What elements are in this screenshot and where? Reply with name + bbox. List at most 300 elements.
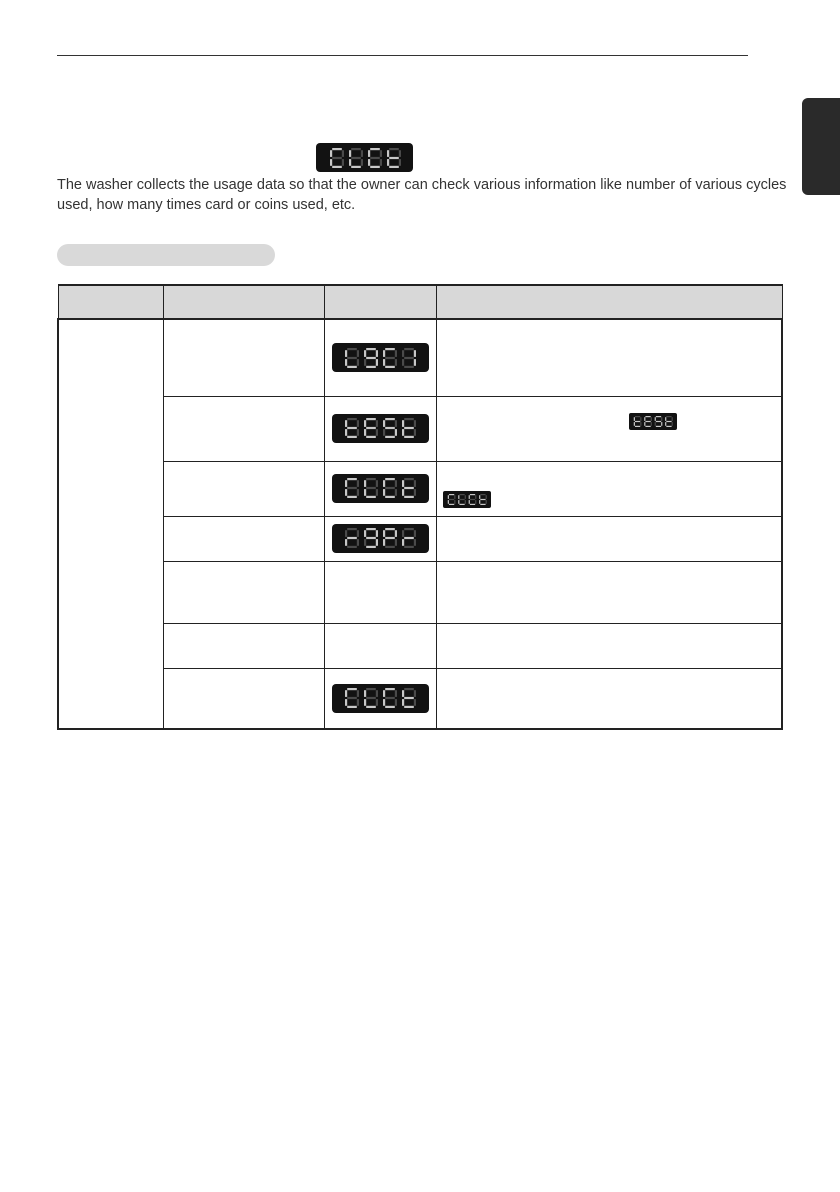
segment-d bbox=[385, 706, 395, 708]
segment-g bbox=[347, 356, 357, 358]
segment-a bbox=[404, 418, 414, 420]
led-digit bbox=[402, 418, 416, 438]
led-display bbox=[332, 343, 429, 372]
segment-f bbox=[402, 480, 404, 487]
segment-a bbox=[385, 348, 395, 350]
led-digit bbox=[330, 148, 344, 168]
segment-d bbox=[404, 546, 414, 548]
segment-d bbox=[448, 504, 453, 505]
led-digit bbox=[402, 478, 416, 498]
segment-c bbox=[640, 422, 641, 426]
segment-f bbox=[634, 417, 635, 421]
segment-f bbox=[387, 150, 389, 157]
header-cell-4 bbox=[436, 285, 782, 319]
segment-d bbox=[385, 546, 395, 548]
segment-b bbox=[395, 480, 397, 487]
segment-c bbox=[341, 159, 343, 166]
led-digit bbox=[383, 418, 397, 438]
display-cell bbox=[324, 461, 436, 516]
segment-c bbox=[672, 422, 673, 426]
segment-e bbox=[402, 359, 404, 366]
led-digit bbox=[368, 148, 382, 168]
segment-d bbox=[347, 365, 357, 367]
led-digit bbox=[364, 688, 378, 708]
segment-d bbox=[389, 165, 399, 167]
header-cell-2 bbox=[163, 285, 324, 319]
led-digit bbox=[349, 148, 363, 168]
led-digit bbox=[644, 416, 652, 427]
header-cell-3 bbox=[324, 285, 436, 319]
category-cell bbox=[58, 319, 163, 729]
table-row bbox=[58, 461, 782, 516]
led-digit bbox=[383, 528, 397, 548]
segment-g bbox=[480, 499, 485, 500]
description-cell bbox=[436, 623, 782, 668]
led-digit bbox=[383, 688, 397, 708]
segment-c bbox=[395, 429, 397, 436]
segment-c bbox=[357, 489, 359, 496]
segment-e bbox=[345, 359, 347, 366]
segment-a bbox=[404, 528, 414, 530]
segment-g bbox=[404, 487, 414, 489]
segment-e bbox=[345, 429, 347, 436]
segment-b bbox=[357, 480, 359, 487]
segment-c bbox=[414, 539, 416, 546]
segment-b bbox=[395, 690, 397, 697]
segment-f bbox=[402, 350, 404, 357]
segment-d bbox=[656, 426, 661, 427]
segment-d bbox=[480, 504, 485, 505]
segment-b bbox=[357, 420, 359, 427]
segment-f bbox=[665, 417, 666, 421]
led-digit bbox=[364, 528, 378, 548]
segment-e bbox=[458, 500, 459, 504]
led-segments bbox=[344, 478, 416, 498]
description-cell bbox=[436, 396, 782, 461]
led-digit bbox=[479, 494, 487, 505]
segment-b bbox=[395, 350, 397, 357]
segment-g bbox=[370, 156, 380, 158]
table-row bbox=[58, 319, 782, 396]
segment-c bbox=[414, 489, 416, 496]
segment-e bbox=[345, 489, 347, 496]
segment-d bbox=[469, 504, 474, 505]
segment-b bbox=[360, 150, 362, 157]
display-cell bbox=[324, 668, 436, 729]
segment-a bbox=[389, 148, 399, 150]
segment-g bbox=[645, 421, 650, 422]
segment-c bbox=[485, 500, 486, 504]
led-digit bbox=[364, 418, 378, 438]
segment-b bbox=[414, 350, 416, 357]
segment-c bbox=[454, 500, 455, 504]
segment-f bbox=[345, 690, 347, 697]
segment-a bbox=[347, 528, 357, 530]
segment-g bbox=[635, 421, 640, 422]
segment-g bbox=[366, 537, 376, 539]
led-segments bbox=[344, 688, 416, 708]
segment-f bbox=[458, 495, 459, 499]
segment-a bbox=[385, 418, 395, 420]
segment-d bbox=[635, 426, 640, 427]
led-digit bbox=[345, 688, 359, 708]
segment-c bbox=[357, 699, 359, 706]
segment-a bbox=[347, 478, 357, 480]
segment-g bbox=[366, 487, 376, 489]
segment-f bbox=[345, 480, 347, 487]
led-display bbox=[332, 414, 429, 443]
segment-g bbox=[459, 499, 464, 500]
segment-e bbox=[402, 539, 404, 546]
segment-f bbox=[349, 150, 351, 157]
segment-c bbox=[395, 699, 397, 706]
inline-led-segments bbox=[633, 416, 673, 427]
segment-b bbox=[341, 150, 343, 157]
language-side-tab bbox=[802, 98, 840, 195]
segment-f bbox=[447, 495, 448, 499]
segment-f bbox=[402, 530, 404, 537]
segment-a bbox=[459, 494, 464, 495]
segment-c bbox=[357, 359, 359, 366]
segment-b bbox=[398, 150, 400, 157]
step-cell bbox=[163, 623, 324, 668]
segment-g bbox=[666, 421, 671, 422]
segment-f bbox=[368, 150, 370, 157]
segment-g bbox=[366, 356, 376, 358]
segment-c bbox=[357, 429, 359, 436]
segment-d bbox=[366, 436, 376, 438]
segment-g bbox=[366, 697, 376, 699]
step-cell bbox=[163, 461, 324, 516]
segment-d bbox=[347, 546, 357, 548]
segment-g bbox=[404, 356, 414, 358]
segment-d bbox=[366, 365, 376, 367]
segment-c bbox=[376, 699, 378, 706]
segment-e bbox=[387, 159, 389, 166]
display-cell bbox=[324, 516, 436, 561]
segment-d bbox=[385, 365, 395, 367]
segment-a bbox=[480, 494, 485, 495]
segment-g bbox=[404, 697, 414, 699]
segment-a bbox=[404, 688, 414, 690]
led-segments bbox=[344, 528, 416, 548]
segment-f bbox=[644, 417, 645, 421]
segment-b bbox=[672, 417, 673, 421]
segment-a bbox=[385, 688, 395, 690]
segment-e bbox=[330, 159, 332, 166]
segment-c bbox=[376, 429, 378, 436]
led-digit bbox=[634, 416, 642, 427]
table-header-row bbox=[58, 285, 782, 319]
led-digit bbox=[447, 494, 455, 505]
inline-led-segments bbox=[447, 494, 487, 505]
segment-d bbox=[347, 706, 357, 708]
segment-b bbox=[376, 420, 378, 427]
segment-a bbox=[347, 348, 357, 350]
segment-g bbox=[347, 487, 357, 489]
segment-e bbox=[364, 489, 366, 496]
segment-a bbox=[404, 478, 414, 480]
segment-b bbox=[454, 495, 455, 499]
segment-f bbox=[330, 150, 332, 157]
segment-b bbox=[357, 530, 359, 537]
segment-f bbox=[345, 350, 347, 357]
led-digit bbox=[468, 494, 476, 505]
segment-g bbox=[385, 537, 395, 539]
led-digit bbox=[665, 416, 673, 427]
segment-a bbox=[366, 478, 376, 480]
table-row bbox=[58, 561, 782, 623]
segment-b bbox=[376, 530, 378, 537]
segment-f bbox=[364, 530, 366, 537]
segment-f bbox=[383, 690, 385, 697]
description-cell bbox=[436, 668, 782, 729]
segment-b bbox=[357, 350, 359, 357]
segment-b bbox=[414, 420, 416, 427]
segment-a bbox=[366, 418, 376, 420]
segment-e bbox=[349, 159, 351, 166]
segment-c bbox=[360, 159, 362, 166]
intro-paragraph: The washer collects the usage data so that the owner can check various information like number of various cycles used, how many times card or coins used, etc. bbox=[57, 177, 787, 213]
led-digit bbox=[387, 148, 401, 168]
led-digit bbox=[364, 478, 378, 498]
segment-g bbox=[366, 427, 376, 429]
step-cell bbox=[163, 516, 324, 561]
led-digit bbox=[402, 688, 416, 708]
segment-c bbox=[464, 500, 465, 504]
table-row bbox=[58, 396, 782, 461]
segment-d bbox=[404, 496, 414, 498]
segment-a bbox=[666, 416, 671, 417]
table-row bbox=[58, 668, 782, 729]
segment-c bbox=[395, 539, 397, 546]
description-cell bbox=[436, 319, 782, 396]
top-rule bbox=[57, 55, 748, 56]
segment-a bbox=[385, 478, 395, 480]
segment-c bbox=[414, 359, 416, 366]
title-led-display bbox=[316, 143, 413, 172]
led-digit bbox=[655, 416, 663, 427]
segment-b bbox=[414, 530, 416, 537]
step-cell bbox=[163, 668, 324, 729]
segment-f bbox=[383, 480, 385, 487]
segment-a bbox=[347, 688, 357, 690]
segment-c bbox=[395, 489, 397, 496]
display-cell bbox=[324, 319, 436, 396]
segment-g bbox=[332, 156, 342, 158]
segment-f bbox=[364, 350, 366, 357]
led-segments bbox=[344, 418, 416, 438]
segment-a bbox=[366, 348, 376, 350]
header-cell-1 bbox=[58, 285, 163, 319]
segment-d bbox=[666, 426, 671, 427]
display-cell bbox=[324, 396, 436, 461]
usage-data-table bbox=[57, 284, 783, 730]
segment-d bbox=[645, 426, 650, 427]
led-digit bbox=[345, 418, 359, 438]
led-digit bbox=[345, 528, 359, 548]
led-display bbox=[332, 524, 429, 553]
segment-f bbox=[468, 495, 469, 499]
segment-e bbox=[345, 699, 347, 706]
segment-c bbox=[398, 159, 400, 166]
segment-d bbox=[347, 436, 357, 438]
segment-c bbox=[395, 359, 397, 366]
segment-g bbox=[389, 156, 399, 158]
segment-g bbox=[347, 697, 357, 699]
segment-d bbox=[404, 365, 414, 367]
segment-f bbox=[655, 417, 656, 421]
segment-d bbox=[459, 504, 464, 505]
segment-d bbox=[366, 496, 376, 498]
inline-led-display bbox=[629, 413, 677, 430]
segment-f bbox=[383, 530, 385, 537]
segment-d bbox=[347, 496, 357, 498]
segment-g bbox=[351, 156, 361, 158]
step-cell bbox=[163, 319, 324, 396]
segment-e bbox=[665, 422, 666, 426]
segment-c bbox=[379, 159, 381, 166]
segment-b bbox=[414, 690, 416, 697]
segment-g bbox=[404, 537, 414, 539]
segment-b bbox=[640, 417, 641, 421]
segment-f bbox=[364, 420, 366, 427]
led-display bbox=[332, 474, 429, 503]
segment-e bbox=[402, 429, 404, 436]
segment-a bbox=[366, 688, 376, 690]
segment-b bbox=[464, 495, 465, 499]
segment-c bbox=[651, 422, 652, 426]
segment-b bbox=[379, 150, 381, 157]
segment-b bbox=[395, 420, 397, 427]
segment-c bbox=[357, 539, 359, 546]
segment-e bbox=[468, 500, 469, 504]
segment-g bbox=[385, 487, 395, 489]
segment-e bbox=[383, 429, 385, 436]
section-heading-pill bbox=[57, 244, 275, 266]
segment-e bbox=[383, 539, 385, 546]
segment-e bbox=[479, 500, 480, 504]
segment-a bbox=[635, 416, 640, 417]
segment-f bbox=[383, 420, 385, 427]
step-cell bbox=[163, 396, 324, 461]
segment-e bbox=[364, 699, 366, 706]
segment-b bbox=[376, 690, 378, 697]
segment-c bbox=[475, 500, 476, 504]
segment-g bbox=[656, 421, 661, 422]
segment-d bbox=[385, 436, 395, 438]
segment-e bbox=[364, 429, 366, 436]
segment-b bbox=[376, 480, 378, 487]
segment-a bbox=[404, 348, 414, 350]
segment-e bbox=[644, 422, 645, 426]
segment-a bbox=[366, 528, 376, 530]
segment-c bbox=[376, 359, 378, 366]
segment-a bbox=[448, 494, 453, 495]
segment-c bbox=[376, 489, 378, 496]
table-row bbox=[58, 623, 782, 668]
segment-f bbox=[402, 690, 404, 697]
segment-c bbox=[414, 429, 416, 436]
segment-a bbox=[332, 148, 342, 150]
led-digit bbox=[383, 478, 397, 498]
segment-a bbox=[351, 148, 361, 150]
segment-b bbox=[485, 495, 486, 499]
segment-a bbox=[370, 148, 380, 150]
display-cell bbox=[324, 623, 436, 668]
segment-d bbox=[404, 436, 414, 438]
led-digit bbox=[345, 478, 359, 498]
segment-g bbox=[448, 499, 453, 500]
segment-g bbox=[469, 499, 474, 500]
segment-c bbox=[376, 539, 378, 546]
segment-b bbox=[661, 417, 662, 421]
segment-g bbox=[404, 427, 414, 429]
description-cell bbox=[436, 561, 782, 623]
segment-e bbox=[383, 489, 385, 496]
segment-c bbox=[414, 699, 416, 706]
segment-b bbox=[395, 530, 397, 537]
led-digit bbox=[402, 348, 416, 368]
led-digit bbox=[383, 348, 397, 368]
segment-f bbox=[364, 690, 366, 697]
segment-a bbox=[656, 416, 661, 417]
segment-e bbox=[402, 489, 404, 496]
segment-b bbox=[475, 495, 476, 499]
title-led-segments bbox=[329, 148, 401, 168]
segment-d bbox=[370, 165, 380, 167]
segment-a bbox=[347, 418, 357, 420]
segment-g bbox=[385, 697, 395, 699]
segment-e bbox=[383, 699, 385, 706]
display-cell bbox=[324, 561, 436, 623]
segment-d bbox=[385, 496, 395, 498]
segment-f bbox=[345, 420, 347, 427]
segment-d bbox=[366, 546, 376, 548]
description-cell bbox=[436, 461, 782, 516]
segment-a bbox=[469, 494, 474, 495]
segment-c bbox=[661, 422, 662, 426]
segment-e bbox=[364, 359, 366, 366]
segment-e bbox=[402, 699, 404, 706]
segment-g bbox=[385, 356, 395, 358]
segment-g bbox=[347, 427, 357, 429]
table-row bbox=[58, 516, 782, 561]
segment-d bbox=[366, 706, 376, 708]
step-cell bbox=[163, 561, 324, 623]
segment-b bbox=[357, 690, 359, 697]
led-digit bbox=[458, 494, 466, 505]
segment-e bbox=[364, 539, 366, 546]
segment-b bbox=[414, 480, 416, 487]
segment-b bbox=[376, 350, 378, 357]
led-segments bbox=[344, 348, 416, 368]
segment-a bbox=[645, 416, 650, 417]
segment-f bbox=[479, 495, 480, 499]
segment-f bbox=[402, 420, 404, 427]
led-digit bbox=[345, 348, 359, 368]
segment-e bbox=[368, 159, 370, 166]
segment-d bbox=[332, 165, 342, 167]
led-display bbox=[332, 684, 429, 713]
segment-e bbox=[655, 422, 656, 426]
segment-e bbox=[383, 359, 385, 366]
segment-f bbox=[364, 480, 366, 487]
segment-e bbox=[447, 500, 448, 504]
led-digit bbox=[364, 348, 378, 368]
description-cell bbox=[436, 516, 782, 561]
segment-e bbox=[634, 422, 635, 426]
